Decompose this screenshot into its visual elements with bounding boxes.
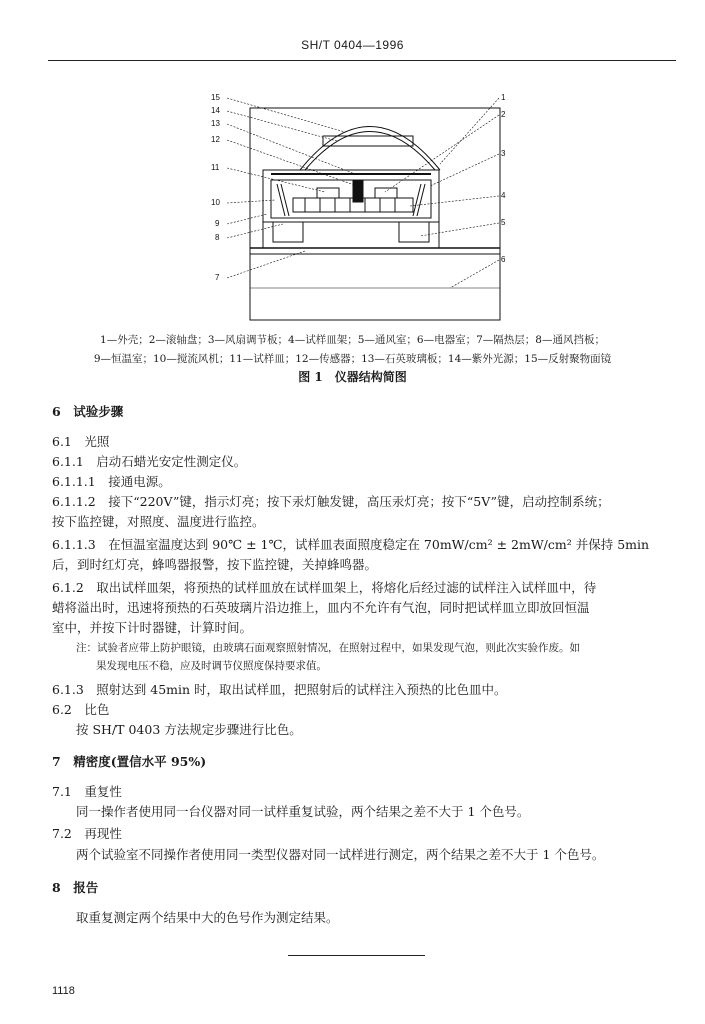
section-6-2-body: 按 SH/T 0403 方法规定步骤进行比色。 [76, 722, 302, 737]
page-number: 1118 [52, 985, 75, 997]
label-1: 1 [501, 93, 506, 102]
label-6: 6 [501, 255, 506, 264]
section-7-heading: 7 精密度(置信水平 95%) [52, 754, 207, 769]
label-2: 2 [501, 110, 506, 119]
section-6-1-1: 6.1.1 启动石蜡光安定性测定仪。 [52, 454, 247, 469]
section-6-1: 6.1 光照 [52, 434, 110, 449]
sample-dish [317, 188, 339, 198]
right-fan [413, 184, 425, 216]
label-12: 12 [211, 135, 220, 144]
figure-legend-line-2: 9—恒温室；10—搅流风机；11—试样皿；12—传感器；13—石英玻璃板；14—紫外光源；15—反射聚物面镜 [93, 353, 612, 365]
section-7-1-body: 同一操作者使用同一台仪器对同一试样重复试验，两个结果之差不大于 1 个色号。 [76, 804, 530, 819]
section-7-2-body: 两个试验室不同操作者使用同一类型仪器对同一试样进行测定，两个结果之差不大于 1 个色号。 [76, 847, 605, 862]
section-6-1-1-2-line-1: 6.1.1.2 接下“220V”键，指示灯亮；按下汞灯触发键，高压汞灯亮；按下“5V”键，启动控制系统； [52, 494, 610, 509]
section-8-body: 取重复测定两个结果中大的色号作为测定结果。 [76, 910, 339, 925]
section-6-1-2-line-1: 6.1.2 取出试样皿架，将预热的试样皿放在试样皿架上，将熔化后经过滤的试样注入试样皿中，待 [52, 580, 597, 595]
section-7-1: 7.1 重复性 [52, 784, 122, 799]
section-7-2: 7.2 再现性 [52, 826, 122, 841]
sensor [353, 180, 363, 202]
label-10: 10 [211, 198, 220, 207]
label-7: 7 [215, 273, 220, 282]
label-15: 15 [211, 93, 220, 102]
label-14: 14 [211, 106, 220, 115]
footer-rule [288, 955, 425, 956]
section-6-1-2-line-2: 蜡将溢出时，迅速将预热的石英玻璃片沿边推上，皿内不允许有气泡，同时把试样皿立即放回恒温 [52, 600, 590, 615]
label-3: 3 [501, 149, 506, 158]
header-rule [48, 60, 676, 61]
page-header: SH/T 0404—1996 [301, 38, 404, 52]
section-6-1-1-1: 6.1.1.1 接通电源。 [52, 474, 171, 489]
label-13: 13 [211, 119, 220, 128]
note-line-1: 注：试验者应带上防护眼镜，由玻璃石面观察照射情况，在照射过程中，如果发现气泡，则此次实验作废。如 [76, 642, 580, 654]
label-4: 4 [501, 191, 506, 200]
section-6-1-1-3-line-2: 后，到时红灯亮，蜂鸣器报警，按下监控键，关掉蜂鸣器。 [52, 557, 378, 572]
section-6-heading: 6 试验步骤 [52, 404, 124, 419]
reflector-dome [300, 127, 440, 171]
section-8-heading: 8 报告 [52, 880, 99, 895]
figure-legend-line-1: 1—外壳；2—滚轴盘；3—风扇调节板；4—试样皿架；5—通风室；6—电器室；7—隔热层；8—通风挡板； [100, 334, 605, 346]
label-9: 9 [215, 219, 220, 228]
section-6-1-1-3-line-1: 6.1.1.3 在恒温室温度达到 90℃ ± 1℃，试样皿表面照度稳定在 70mW/cm² ± 2mW/cm² 并保持 5min [52, 537, 650, 552]
chamber [263, 170, 439, 222]
label-8: 8 [215, 233, 220, 242]
label-11: 11 [211, 163, 220, 172]
section-6-1-1-2-line-2: 按下监控键，对照度、温度进行监控。 [52, 514, 265, 529]
note-line-2: 果发现电压不稳，应及时调节仪照度保持要求值。 [96, 660, 327, 672]
left-fan [277, 184, 289, 216]
section-6-1-2-line-3: 室中，并按下计时器键，计算时间。 [52, 620, 253, 635]
instrument-diagram [205, 88, 515, 323]
label-5: 5 [501, 218, 506, 227]
figure-title: 图 1 仪器结构简图 [298, 370, 407, 384]
section-6-1-3: 6.1.3 照射达到 45min 时，取出试样皿，把照射后的试样注入预热的比色皿中。 [52, 682, 507, 697]
section-6-2: 6.2 比色 [52, 702, 110, 717]
